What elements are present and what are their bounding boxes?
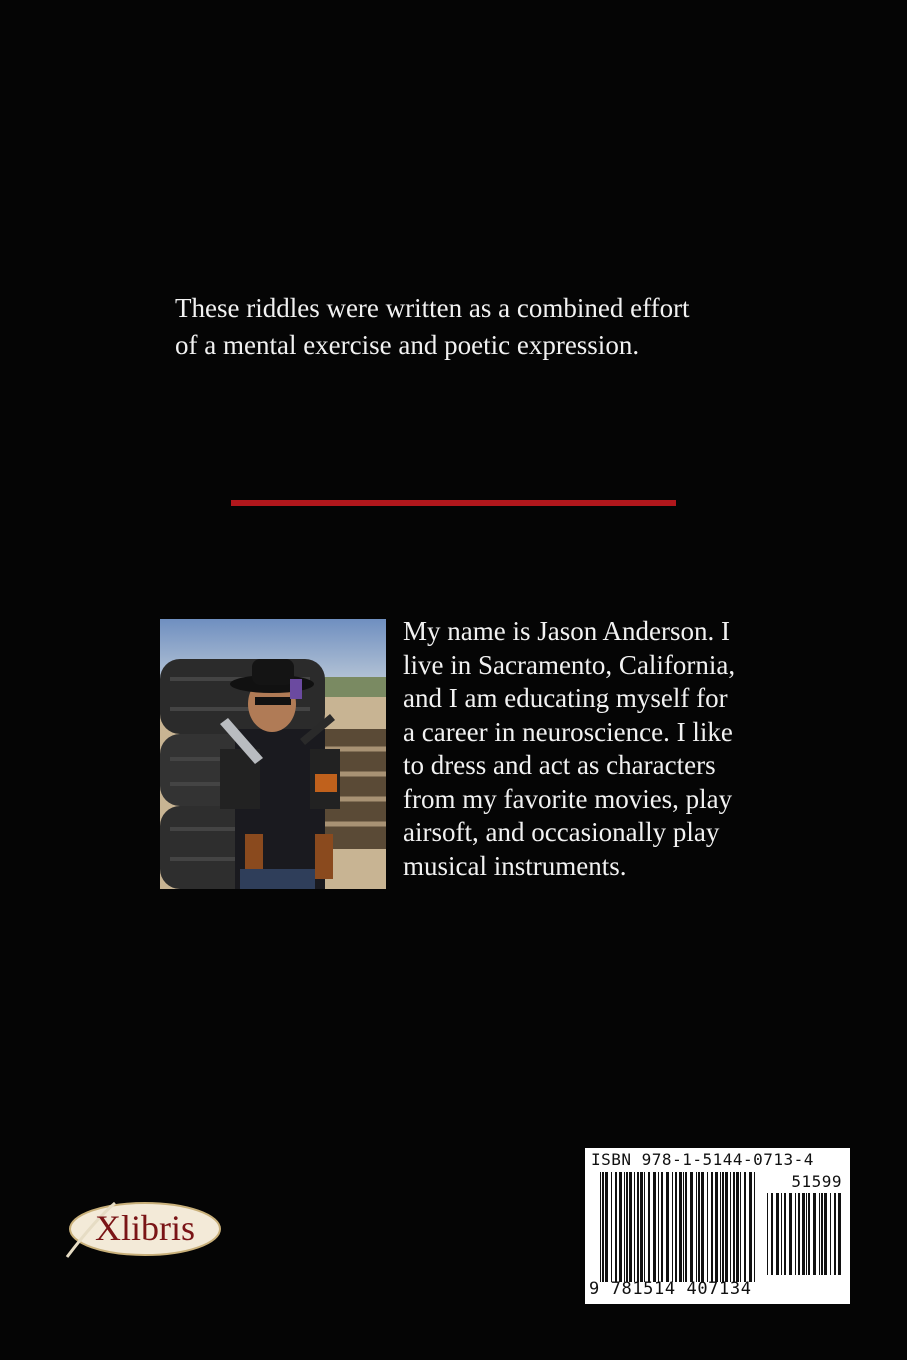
- barcode-bar: [624, 1172, 625, 1282]
- price-bars: [767, 1193, 842, 1275]
- barcode-bar: [701, 1172, 704, 1282]
- bio-line: a career in neuroscience. I like: [403, 716, 733, 747]
- barcode-bar: [698, 1172, 700, 1282]
- barcode-bar: [802, 1193, 805, 1275]
- barcode-bar: [707, 1172, 708, 1282]
- barcode-bar: [821, 1193, 823, 1275]
- barcode-bar: [644, 1172, 645, 1282]
- barcode-bar: [819, 1193, 820, 1275]
- ean-bars: [600, 1172, 758, 1282]
- bio-line: and I am educating myself for: [403, 683, 728, 713]
- bio-line: live in Sacramento, California,: [403, 649, 736, 680]
- red-divider: [231, 500, 676, 506]
- barcode-bar: [720, 1172, 721, 1282]
- barcode-bar: [749, 1172, 752, 1282]
- barcode-bar: [683, 1172, 684, 1282]
- barcode-bar: [754, 1172, 755, 1282]
- barcode-bar: [640, 1172, 643, 1282]
- bio-line: from my favorite movies, play: [403, 783, 733, 814]
- barcode-bar: [605, 1172, 608, 1282]
- barcode-bar: [771, 1193, 773, 1275]
- barcode-bar: [672, 1172, 673, 1282]
- barcode-bar: [685, 1172, 687, 1282]
- barcode-bar: [806, 1193, 807, 1275]
- barcode-bar: [611, 1172, 612, 1282]
- barcode-bar: [615, 1172, 617, 1282]
- barcode-bar: [696, 1172, 697, 1282]
- barcode-bar: [626, 1172, 628, 1282]
- barcode-bar: [637, 1172, 639, 1282]
- author-photo: [160, 619, 386, 889]
- barcode-bar: [602, 1172, 604, 1282]
- barcode-bar: [813, 1193, 816, 1275]
- barcode-bar: [653, 1172, 656, 1282]
- barcode-bar: [619, 1172, 622, 1282]
- barcode-bar: [666, 1172, 669, 1282]
- barcode-bar: [648, 1172, 650, 1282]
- bio-line: My name is Jason Anderson. I: [403, 616, 730, 646]
- barcode-bar: [824, 1193, 827, 1275]
- bio-line: airsoft, and occasionally play: [403, 817, 720, 847]
- bio-line: musical instruments.: [403, 850, 627, 881]
- barcode-bar: [629, 1172, 632, 1282]
- isbn-barcode: [585, 1148, 850, 1304]
- barcode-bar: [776, 1193, 779, 1275]
- barcode-bar: [634, 1172, 635, 1282]
- barcode-bar: [838, 1193, 841, 1275]
- barcode-bar: [600, 1172, 601, 1282]
- barcode-bar: [715, 1172, 718, 1282]
- author-bio: [403, 615, 783, 883]
- blurb-line: of a mental exercise and poetic expression.: [175, 330, 640, 360]
- blurb-line: These riddles were written as a combined effort: [175, 293, 690, 323]
- barcode-bar: [733, 1172, 735, 1282]
- barcode-bar: [781, 1193, 782, 1275]
- xlibris-logo: [55, 1195, 225, 1260]
- barcode-bar: [789, 1193, 792, 1275]
- barcode-bar: [798, 1193, 800, 1275]
- barcode-bar: [767, 1193, 768, 1275]
- barcode-bar: [690, 1172, 693, 1282]
- price-code: 51599: [791, 1172, 842, 1191]
- barcode-bar: [740, 1172, 741, 1282]
- back-cover-blurb: [175, 290, 775, 364]
- barcode-bar: [736, 1172, 739, 1282]
- barcode-bar: [658, 1172, 659, 1282]
- barcode-bar: [725, 1172, 728, 1282]
- barcode-bar: [795, 1193, 796, 1275]
- bio-line: to dress and act as characters: [403, 750, 716, 780]
- barcode-bar: [675, 1172, 677, 1282]
- ean-digits: 9 781514 407134: [589, 1279, 752, 1299]
- barcode-bar: [784, 1193, 786, 1275]
- barcode-bar: [722, 1172, 724, 1282]
- svg-text:Xlibris: Xlibris: [94, 1208, 196, 1248]
- barcode-bar: [679, 1172, 682, 1282]
- barcode-bar: [661, 1172, 663, 1282]
- barcode-bar: [730, 1172, 731, 1282]
- barcode-bar: [711, 1172, 713, 1282]
- barcode-bar: [830, 1193, 831, 1275]
- barcode-bar: [808, 1193, 810, 1275]
- barcode-bar: [744, 1172, 746, 1282]
- isbn-text: ISBN 978-1-5144-0713-4: [591, 1150, 814, 1169]
- barcode-bar: [834, 1193, 836, 1275]
